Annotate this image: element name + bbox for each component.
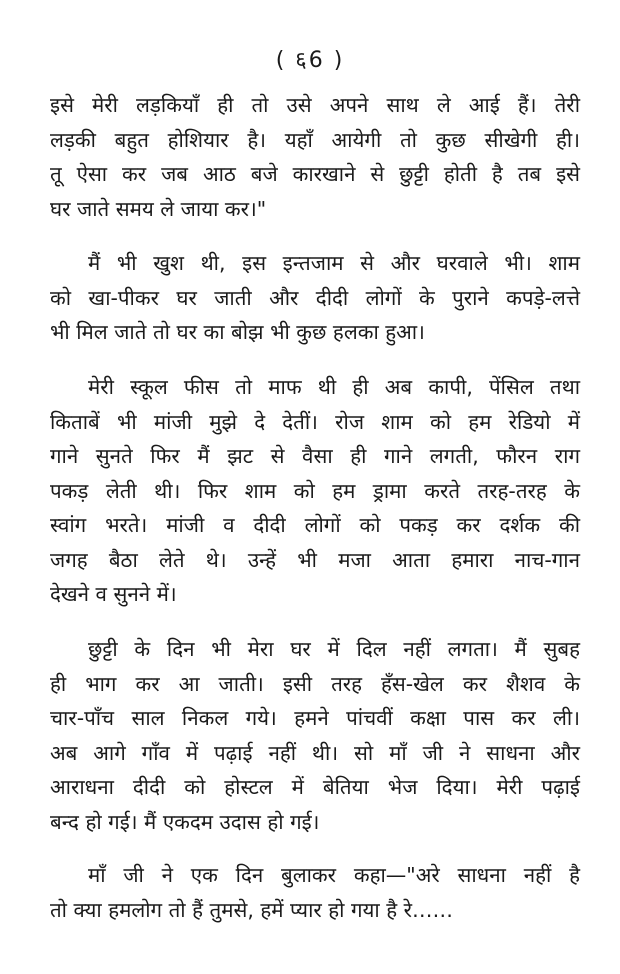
text-line: बन्द हो गई। मैं एकदम उदास हो गई। <box>50 809 320 834</box>
paragraph-1 <box>50 88 580 226</box>
text-line: लड़की बहुत होशियार है। यहाँ आयेगी तो कुछ सीखेगी ही। <box>50 127 580 152</box>
text-line: भी मिल जाते तो घर का बोझ भी कुछ हलका हुआ। <box>50 320 425 344</box>
text-line: माँ जी ने एक दिन बुलाकर कहा—"अरे साधना नहीं है <box>88 863 580 887</box>
text-line: पकड़ लेती थी। फिर शाम को हम ड्रामा करते तरह-तरह के <box>50 478 580 503</box>
text-line: आराधना दीदी को होस्टल में बेतिया भेज दिया। मेरी पढ़ाई <box>50 775 580 799</box>
text-line: मैं भी खुश थी, इस इन्तजाम से और घरवाले भी। शाम <box>88 251 580 275</box>
text-line: मेरी स्कूल फीस तो माफ थी ही अब कापी, पेंसिल तथा <box>88 375 580 399</box>
paragraph-2 <box>50 246 580 350</box>
paragraph-4 <box>50 632 580 839</box>
text-line: ही भाग कर आ जाती। इसी तरह हँस-खेल कर शैशव के <box>50 671 580 696</box>
text-line: घर जाते समय ले जाया कर।" <box>50 196 267 221</box>
text-line: देखने व सुनने में। <box>50 582 177 606</box>
text-line: स्वांग भरते। मांजी व दीदी लोगों को पकड़ कर दर्शक की <box>50 513 580 537</box>
text-line: इसे मेरी लड़कियाँ ही तो उसे अपने साथ ले आई हैं। तेरी <box>50 93 580 117</box>
text-line: छुट्टी के दिन भी मेरा घर में दिल नहीं लगता। मैं सुबह <box>88 637 580 661</box>
paragraph-5 <box>50 858 580 927</box>
text-line: तू ऐसा कर जब आठ बजे कारखाने से छुट्टी होती है तब इसे <box>50 162 580 186</box>
text-line: अब आगे गाँव में पढ़ाई नहीं थी। सो माँ जी ने साधना और <box>50 740 580 765</box>
text-line: तो क्या हमलोग तो हैं तुमसे, हमें प्यार हो गया है रे…… <box>50 897 454 922</box>
text-line: गाने सुनते फिर मैं झट से वैसा ही गाने लगती, फौरन राग <box>50 444 580 468</box>
page-number: ( ६6 ) <box>275 48 345 73</box>
text-line: चार-पाँच साल निकल गये। हमने पांचवीं कक्षा पास कर ली। <box>50 706 580 730</box>
paragraph-3 <box>50 370 580 612</box>
text-line: को खा-पीकर घर जाती और दीदी लोगों के पुराने कपड़े-लत्ते <box>50 285 580 310</box>
text-line: जगह बैठा लेते थे। उन्हें भी मजा आता हमारा नाच-गान <box>50 547 580 572</box>
text-line: किताबें भी मांजी मुझे दे देतीं। रोज शाम को हम रेडियो में <box>50 409 580 434</box>
